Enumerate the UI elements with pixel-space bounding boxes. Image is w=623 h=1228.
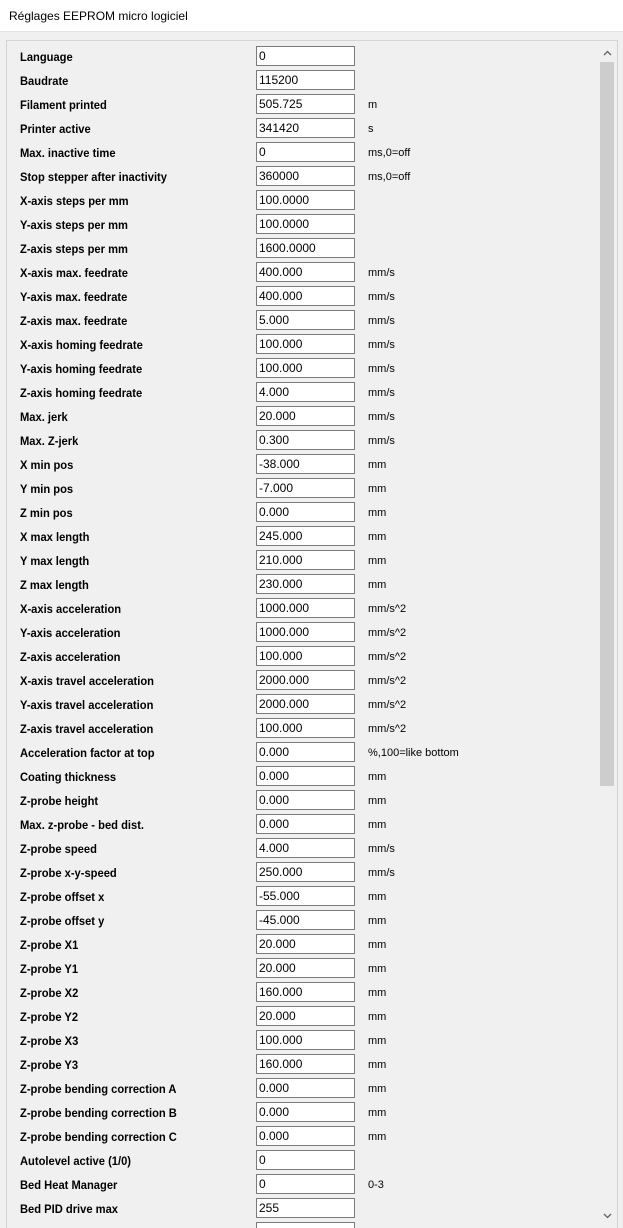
setting-row: [7, 190, 597, 214]
setting-unit: mm: [368, 987, 387, 999]
setting-value-input[interactable]: [256, 766, 355, 786]
setting-value-input[interactable]: [256, 646, 355, 666]
setting-label: X-axis max. feedrate: [20, 266, 128, 280]
setting-unit: mm: [368, 555, 387, 567]
setting-unit: mm: [368, 1011, 387, 1023]
setting-unit: mm: [368, 483, 387, 495]
setting-unit: mm/s^2: [368, 627, 407, 639]
setting-row: [7, 142, 597, 166]
setting-unit: mm: [368, 1131, 387, 1143]
setting-label: Y max length: [20, 554, 90, 568]
setting-row: [7, 310, 597, 334]
setting-row: [7, 118, 597, 142]
setting-unit: mm/s^2: [368, 675, 407, 687]
setting-unit: mm/s: [368, 315, 395, 327]
setting-value-input[interactable]: [256, 958, 355, 978]
setting-value-input[interactable]: [256, 190, 355, 210]
setting-unit: mm: [368, 579, 387, 591]
setting-value-input[interactable]: [256, 1054, 355, 1074]
scroll-thumb[interactable]: [600, 62, 614, 786]
setting-label: Z-axis acceleration: [20, 650, 121, 664]
setting-value-input[interactable]: [256, 670, 355, 690]
setting-label: Z-probe speed: [20, 842, 97, 856]
setting-row: [7, 454, 597, 478]
setting-row: [7, 94, 597, 118]
setting-label: Acceleration factor at top: [20, 746, 155, 760]
setting-value-input[interactable]: [256, 862, 355, 882]
setting-row: [7, 838, 597, 862]
setting-row: [7, 430, 597, 454]
setting-row: [7, 526, 597, 550]
setting-value-input[interactable]: [256, 790, 355, 810]
setting-unit: mm/s^2: [368, 699, 407, 711]
setting-label: Z-probe bending correction B: [20, 1106, 177, 1120]
chevron-up-icon: [603, 50, 612, 56]
window-title: Réglages EEPROM micro logiciel: [9, 9, 188, 23]
setting-label: Z-probe x-y-speed: [20, 866, 117, 880]
setting-label: Max. jerk: [20, 410, 68, 424]
setting-unit: %,100=like bottom: [368, 747, 459, 759]
scroll-down-button[interactable]: [597, 1207, 617, 1225]
setting-value-input[interactable]: [256, 1174, 355, 1194]
setting-row: [7, 502, 597, 526]
setting-row: [7, 886, 597, 910]
setting-row: [7, 598, 597, 622]
setting-unit: mm: [368, 1083, 387, 1095]
setting-row: [7, 934, 597, 958]
setting-unit: mm/s^2: [368, 723, 407, 735]
setting-unit: mm/s^2: [368, 651, 407, 663]
setting-row: [7, 262, 597, 286]
setting-label: Z-axis homing feedrate: [20, 386, 143, 400]
setting-unit: mm: [368, 771, 387, 783]
setting-row: [7, 70, 597, 94]
setting-label: Autolevel active (1/0): [20, 1154, 132, 1168]
setting-row: [7, 286, 597, 310]
setting-value-input[interactable]: [256, 1222, 355, 1228]
setting-value-input[interactable]: [256, 142, 355, 162]
setting-label: Z-axis max. feedrate: [20, 314, 128, 328]
setting-row: [7, 166, 597, 190]
setting-value-input[interactable]: [256, 94, 355, 114]
setting-unit: 0-3: [368, 1179, 384, 1191]
setting-label: Z max length: [20, 578, 89, 592]
setting-row: [7, 1126, 597, 1150]
setting-value-input[interactable]: [256, 694, 355, 714]
setting-row: [7, 982, 597, 1006]
setting-value-input[interactable]: [256, 454, 355, 474]
setting-label: Y-axis max. feedrate: [20, 290, 128, 304]
setting-label: X-axis homing feedrate: [20, 338, 143, 352]
setting-row: [7, 358, 597, 382]
setting-unit: s: [368, 123, 374, 135]
setting-row: [7, 958, 597, 982]
setting-unit: mm: [368, 819, 387, 831]
setting-label: Z min pos: [20, 506, 73, 520]
setting-label: Z-probe Y2: [20, 1010, 79, 1024]
setting-label: Y min pos: [20, 482, 74, 496]
setting-unit: mm: [368, 963, 387, 975]
setting-label: Max. inactive time: [20, 146, 116, 160]
setting-label: Z-probe X3: [20, 1034, 79, 1048]
setting-unit: mm/s: [368, 363, 395, 375]
setting-label: Z-probe X2: [20, 986, 79, 1000]
setting-label: Max. Z-jerk: [20, 434, 79, 448]
setting-label: Z-probe height: [20, 794, 99, 808]
setting-value-input[interactable]: [256, 886, 355, 906]
setting-unit: mm/s: [368, 387, 395, 399]
setting-row: [7, 1174, 597, 1198]
setting-label: Bed PID drive max: [20, 1202, 118, 1216]
setting-row: [7, 406, 597, 430]
setting-label: Z-probe Y1: [20, 962, 79, 976]
setting-value-input[interactable]: [256, 46, 355, 66]
setting-row: [7, 46, 597, 70]
setting-row: [7, 382, 597, 406]
setting-value-input[interactable]: [256, 1078, 355, 1098]
setting-unit: mm: [368, 1035, 387, 1047]
setting-row: [7, 238, 597, 262]
setting-label: Bed Heat Manager: [20, 1178, 118, 1192]
setting-row: [7, 910, 597, 934]
setting-label: Z-probe bending correction A: [20, 1082, 177, 1096]
setting-row: [7, 550, 597, 574]
setting-unit: mm/s: [368, 267, 395, 279]
setting-row: [7, 1198, 597, 1222]
setting-unit: mm: [368, 795, 387, 807]
setting-label: Z-probe X1: [20, 938, 79, 952]
setting-value-input[interactable]: [256, 1150, 355, 1170]
setting-value-input[interactable]: [256, 1198, 355, 1218]
setting-row: [7, 742, 597, 766]
setting-row: [7, 1150, 597, 1174]
setting-label: Printer active: [20, 122, 91, 136]
setting-value-input[interactable]: [256, 1126, 355, 1146]
scroll-up-button[interactable]: [597, 44, 617, 62]
setting-unit: mm: [368, 939, 387, 951]
setting-value-input[interactable]: [256, 166, 355, 186]
setting-label: X-axis steps per mm: [20, 194, 129, 208]
setting-value-input[interactable]: [256, 934, 355, 954]
setting-value-input[interactable]: [256, 502, 355, 522]
setting-value-input[interactable]: [256, 478, 355, 498]
setting-unit: mm: [368, 1107, 387, 1119]
setting-value-input[interactable]: [256, 238, 355, 258]
chevron-down-icon: [603, 1213, 612, 1219]
setting-unit: m: [368, 99, 378, 111]
setting-row: [7, 718, 597, 742]
setting-value-input[interactable]: [256, 838, 355, 858]
title-bar: [0, 0, 623, 32]
setting-row: [7, 1054, 597, 1078]
setting-label: Baudrate: [20, 74, 69, 88]
setting-label: Language: [20, 50, 73, 64]
setting-row: [7, 814, 597, 838]
setting-value-input[interactable]: [256, 310, 355, 330]
setting-row: [7, 670, 597, 694]
setting-unit: mm/s: [368, 435, 395, 447]
setting-unit: mm: [368, 531, 387, 543]
setting-unit: mm/s^2: [368, 603, 407, 615]
setting-unit: mm: [368, 915, 387, 927]
setting-row: [7, 1078, 597, 1102]
setting-row: [7, 1222, 597, 1228]
setting-value-input[interactable]: [256, 982, 355, 1002]
setting-unit: mm/s: [368, 411, 395, 423]
setting-unit: ms,0=off: [368, 147, 411, 159]
setting-label: X min pos: [20, 458, 74, 472]
setting-unit: mm/s: [368, 291, 395, 303]
setting-value-input[interactable]: [256, 430, 355, 450]
setting-label: Z-axis travel acceleration: [20, 722, 154, 736]
vertical-scrollbar[interactable]: [597, 41, 617, 1228]
setting-label: Coating thickness: [20, 770, 117, 784]
setting-row: [7, 574, 597, 598]
setting-value-input[interactable]: [256, 1030, 355, 1050]
setting-label: X-axis travel acceleration: [20, 674, 155, 688]
setting-value-input[interactable]: [256, 622, 355, 642]
setting-unit: mm/s: [368, 843, 395, 855]
setting-value-input[interactable]: [256, 574, 355, 594]
setting-value-input[interactable]: [256, 814, 355, 834]
setting-value-input[interactable]: [256, 718, 355, 738]
setting-label: Y-axis steps per mm: [20, 218, 128, 232]
settings-panel: [6, 40, 618, 1228]
setting-value-input[interactable]: [256, 118, 355, 138]
setting-unit: mm: [368, 459, 387, 471]
setting-label: X-axis acceleration: [20, 602, 122, 616]
setting-label: X max length: [20, 530, 90, 544]
setting-value-input[interactable]: [256, 910, 355, 930]
setting-value-input[interactable]: [256, 1102, 355, 1122]
setting-value-input[interactable]: [256, 286, 355, 306]
setting-value-input[interactable]: [256, 598, 355, 618]
setting-row: [7, 1030, 597, 1054]
setting-label: Z-probe bending correction C: [20, 1130, 177, 1144]
setting-row: [7, 1102, 597, 1126]
setting-label: Z-probe offset x: [20, 890, 105, 904]
setting-value-input[interactable]: [256, 526, 355, 546]
setting-unit: mm: [368, 891, 387, 903]
setting-label: Z-probe Y3: [20, 1058, 79, 1072]
setting-unit: ms,0=off: [368, 171, 411, 183]
setting-label: Z-axis steps per mm: [20, 242, 128, 256]
setting-value-input[interactable]: [256, 406, 355, 426]
setting-value-input[interactable]: [256, 382, 355, 402]
setting-unit: mm: [368, 1059, 387, 1071]
setting-unit: mm/s: [368, 867, 395, 879]
setting-row: [7, 862, 597, 886]
setting-label: Filament printed: [20, 98, 107, 112]
setting-label: Z-probe offset y: [20, 914, 105, 928]
setting-value-input[interactable]: [256, 70, 355, 90]
setting-value-input[interactable]: [256, 214, 355, 234]
setting-label: Y-axis travel acceleration: [20, 698, 154, 712]
setting-value-input[interactable]: [256, 742, 355, 762]
setting-label: Y-axis acceleration: [20, 626, 121, 640]
setting-label: Max. z-probe - bed dist.: [20, 818, 145, 832]
setting-value-input[interactable]: [256, 334, 355, 354]
setting-unit: mm: [368, 507, 387, 519]
setting-row: [7, 214, 597, 238]
setting-row: [7, 766, 597, 790]
setting-value-input[interactable]: [256, 550, 355, 570]
setting-row: [7, 622, 597, 646]
setting-row: [7, 790, 597, 814]
setting-row: [7, 334, 597, 358]
setting-label: Y-axis homing feedrate: [20, 362, 143, 376]
setting-unit: mm/s: [368, 339, 395, 351]
setting-value-input[interactable]: [256, 358, 355, 378]
setting-row: [7, 478, 597, 502]
setting-value-input[interactable]: [256, 1006, 355, 1026]
setting-row: [7, 1006, 597, 1030]
setting-value-input[interactable]: [256, 262, 355, 282]
setting-row: [7, 694, 597, 718]
setting-row: [7, 646, 597, 670]
setting-label: Stop stepper after inactivity: [20, 170, 167, 184]
